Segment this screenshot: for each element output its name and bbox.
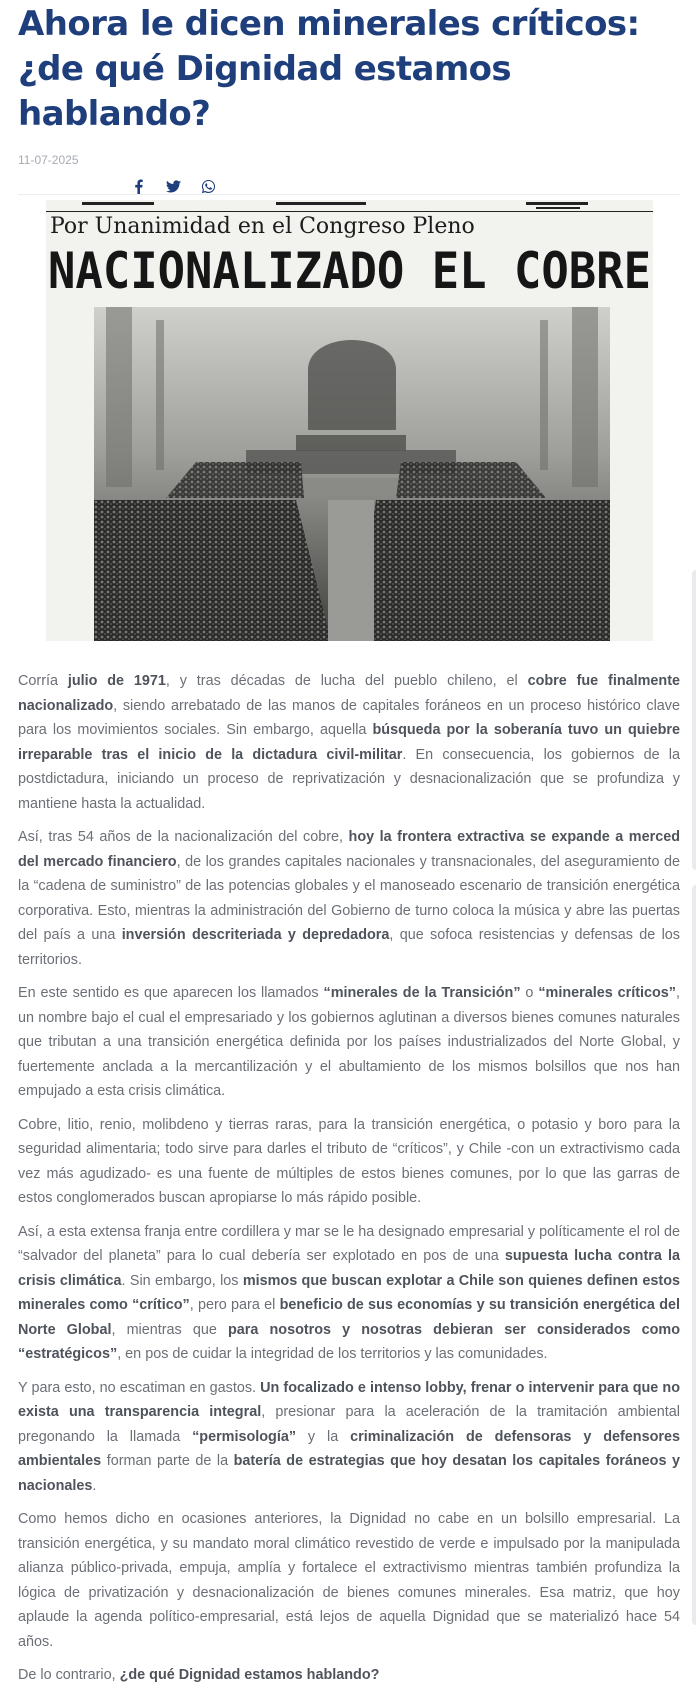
bold-text: hoy la frontera extractiva se expande a merced del mercado financiero xyxy=(18,829,680,870)
article-paragraph xyxy=(18,1220,680,1367)
text-run: Así, tras 54 años de la nacionalización del cobre, xyxy=(18,829,349,845)
facebook-icon[interactable] xyxy=(128,176,148,196)
article-title: Ahora le dicen minerales críticos: ¿de qué Dignidad estamos hablando? xyxy=(18,4,640,134)
bold-text: “minerales de la Transición” xyxy=(323,985,521,1001)
text-run: . Sin embargo, los xyxy=(121,1272,243,1289)
text-run: De lo contrario, xyxy=(18,1667,120,1683)
article-paragraph xyxy=(18,1113,680,1211)
photo-headline-main: NACIONALIZADO EL COBRE xyxy=(48,242,651,300)
text-run: , de los grandes capitales nacionales y transnacionales, del aseguramiento de la “cadena de suministro” de las potencias globales y el manoseado escenario de transición energética corporativa. Esto, mientras la administración del Gobierno de turno coloca la música y abre las puertas del país a una xyxy=(18,853,681,943)
bold-text: julio de 1971 xyxy=(67,673,166,689)
bold-text: búsqueda por la soberanía tuvo un quiebre irreparable tras el inicio de la dictadura civil-militar xyxy=(18,722,680,763)
text-run: , presionar para la aceleración de la tramitación ambiental pregonando la llamada xyxy=(18,1404,680,1445)
twitter-icon[interactable] xyxy=(163,176,183,196)
bold-text: batería de estrategias que hoy desatan los capitales foráneos y nacionales xyxy=(18,1453,680,1494)
text-run: forman parte de la xyxy=(101,1453,234,1469)
whatsapp-icon[interactable] xyxy=(198,176,218,196)
bold-text: cobre fue finalmente nacionalizado xyxy=(18,673,680,714)
article-paragraph xyxy=(18,981,680,1104)
text-run: En este sentido es que aparecen los llamados xyxy=(18,985,324,1001)
article-paragraph xyxy=(18,669,680,816)
scroll-edge-2 xyxy=(692,885,696,1625)
text-run: , y tras décadas de lucha del pueblo chileno, el xyxy=(165,673,528,689)
article-paragraph xyxy=(18,1663,680,1688)
newspaper-photo xyxy=(46,200,653,641)
article-paragraph xyxy=(18,1507,680,1654)
article-header xyxy=(18,0,680,195)
text-run: . En consecuencia, los gobiernos de la postdictadura, iniciando un proceso de reprivatización y desnacionalización que se profundiza y mantiene hasta la actualidad. xyxy=(18,746,680,812)
article-paragraph xyxy=(18,1376,680,1499)
text-run: . xyxy=(92,1477,97,1494)
photo-headline-top: Por Unanimidad en el Congreso Pleno xyxy=(50,214,475,239)
text-run: y la xyxy=(296,1428,351,1445)
text-run: , que sofoca resistencias y defensas de los territorios. xyxy=(18,927,680,968)
text-run: o xyxy=(520,985,539,1001)
bold-text: Un focalizado e intenso lobby, frenar o intervenir para que no exista una transparencia integral xyxy=(18,1379,680,1420)
header-divider xyxy=(18,194,680,195)
text-run: , siendo arrebatado de las manos de capitales foráneos en un proceso histórico clave para los movimientos sociales. Sin embargo, aquella xyxy=(18,697,680,738)
text-run: Y para esto, no escatiman en gastos. xyxy=(18,1379,261,1396)
share-bar xyxy=(128,176,218,196)
text-run: Como hemos dicho en ocasiones anteriores, la Dignidad no cabe en un bolsillo empresarial. La transición energética, y su mandato moral climático revestido de verde e impulsado por la manipulada alianza público-privada, empuja, amplía y fortalece el extractivismo mientras también profundiza la lógica de privatización y desnacionalización de bienes comunes minerales. Esa matriz, que hoy aplaude la agenda político-empresarial, está lejos de aquella Dignidad que se materializó hace 54 años. xyxy=(18,1511,680,1650)
text-run: , un nombre bajo el cual el empresariado y los gobiernos aglutinan a diversos bienes comunes naturales que tributan a una transición energética definida por los países industrializados del Norte Global, y fuertemente anclada a la mercantilización y el abultamiento de los mismos bolsillos que nos han empujado a esta crisis climática. xyxy=(18,985,680,1099)
bold-text: “permisología” xyxy=(192,1428,297,1445)
bold-text: mismos que buscan explotar a Chile son quienes definen estos minerales como “crítico” xyxy=(18,1272,680,1313)
text-run: Cobre, litio, renio, molibdeno y tierras raras, para la transición energética, o potasio y boro para la seguridad alimentaria; todo sirve para darles el tributo de “críticos”, y Chile -con un extractivismo cada vez más agudizado- es una fuente de múltiples de estos bienes comunes, por lo que las garras de estos conglomerados buscan apropiarse lo más rápido posible. xyxy=(18,1116,680,1206)
scroll-edge-1 xyxy=(692,570,696,870)
text-run: , mientras que xyxy=(111,1321,228,1338)
text-run: Corría xyxy=(18,673,68,689)
article-date: 11-07-2025 xyxy=(18,153,79,167)
article-body xyxy=(18,669,680,1697)
text-run: Así, a esta extensa franja entre cordillera y mar se le ha designado empresarial y políticamente el rol de “salvador del planeta” para lo cual debería ser explotado en pos de una xyxy=(18,1223,680,1264)
text-run: , en pos de cuidar la integridad de los territorios y las comunidades. xyxy=(117,1346,548,1362)
text-run: , pero para el xyxy=(189,1297,280,1313)
bold-text: beneficio de sus economías y su transición energética del Norte Global xyxy=(18,1297,680,1338)
article-paragraph xyxy=(18,825,680,972)
bold-text: para nosotros y nosotras debieran ser considerados como “estratégicos” xyxy=(18,1321,680,1362)
bold-text: ¿de qué Dignidad estamos hablando? xyxy=(119,1667,380,1683)
bold-text: supuesta lucha contra la crisis climática xyxy=(18,1248,680,1289)
bold-text: “minerales críticos” xyxy=(538,985,676,1001)
bold-text: inversión descriteriada y depredadora xyxy=(121,927,390,943)
bold-text: criminalización de defensoras y defensores ambientales xyxy=(18,1428,680,1469)
